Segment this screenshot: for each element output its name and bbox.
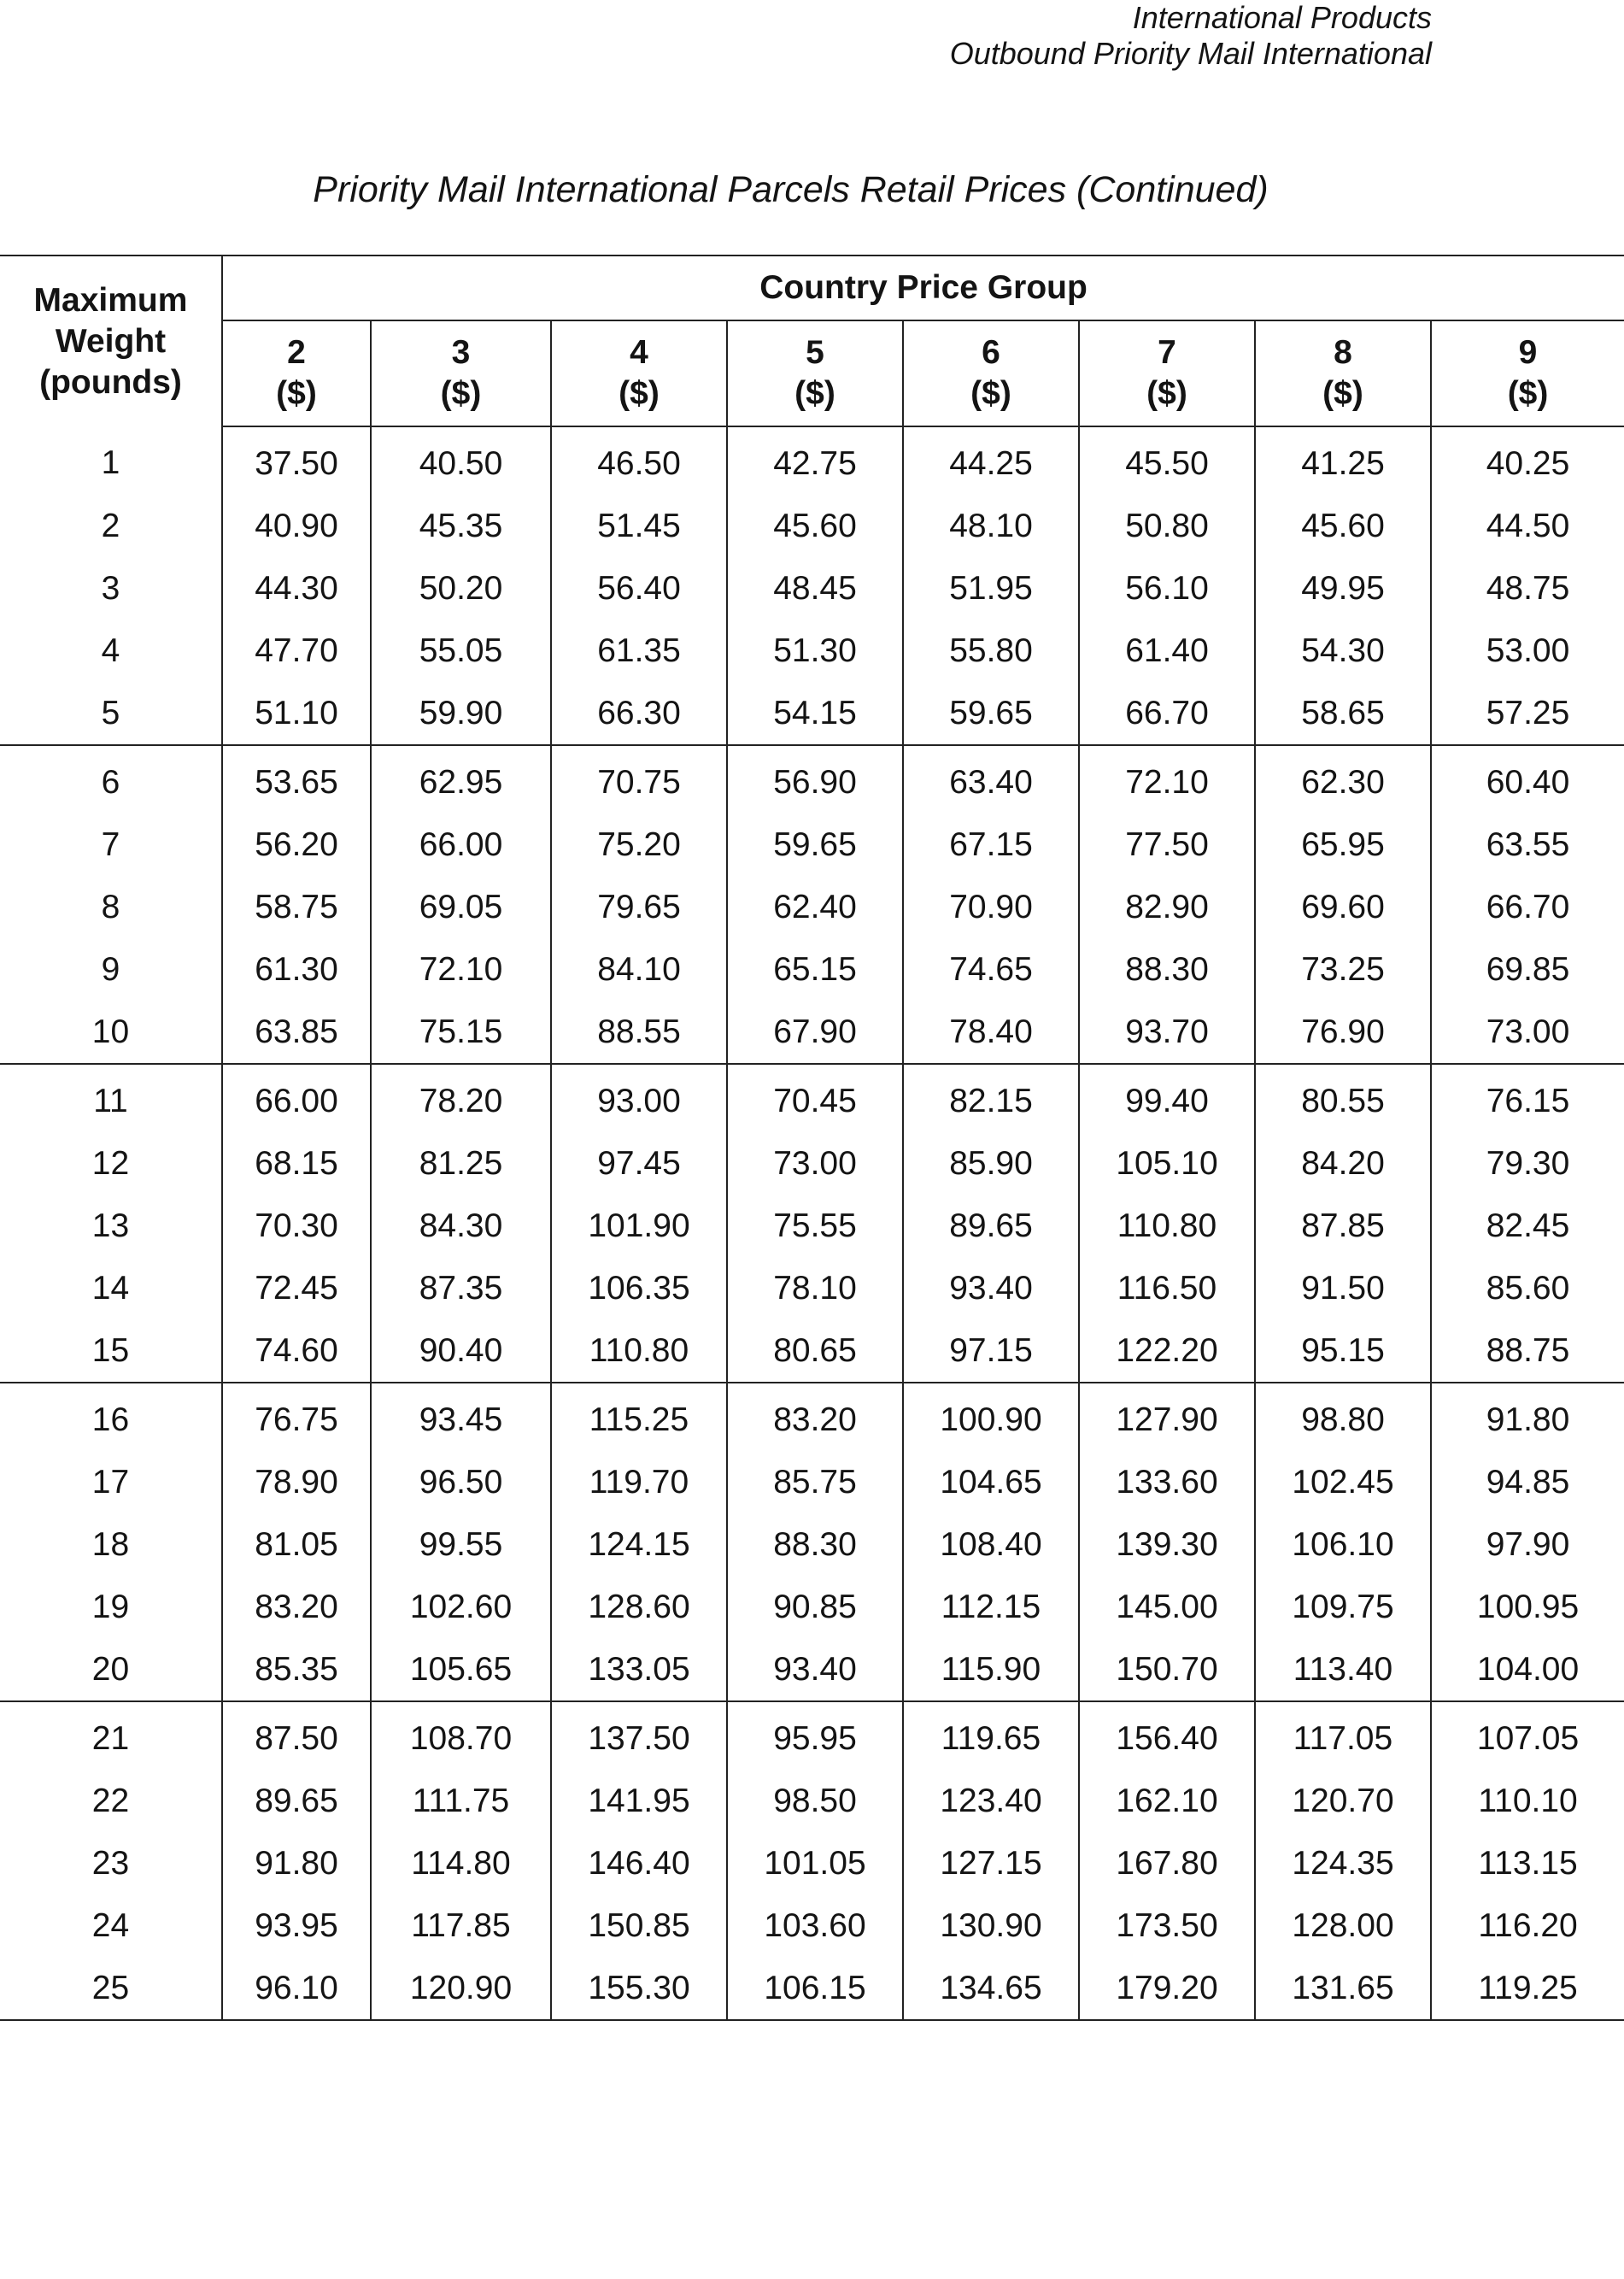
price-cell: 76.90 (1255, 1001, 1431, 1064)
table-row (0, 1638, 1624, 1701)
price-group-number: 7 (1158, 334, 1176, 371)
price-cell: 128.60 (551, 1576, 727, 1638)
price-group-9-header (1431, 320, 1624, 426)
price-cell: 97.90 (1486, 1525, 1570, 1563)
weight-cell: 9 (0, 938, 222, 1001)
price-cell: 56.40 (551, 557, 727, 620)
price-cell: 139.30 (1079, 1513, 1255, 1576)
price-cell: 85.90 (903, 1132, 1079, 1195)
weight-cell: 25 (0, 1957, 222, 2020)
table-row (0, 1195, 1624, 1257)
price-cell: 124.35 (1255, 1832, 1431, 1894)
price-cell: 69.60 (1255, 876, 1431, 938)
price-cell: 116.50 (1079, 1257, 1255, 1319)
price-group-8-header (1255, 320, 1431, 426)
weight-cell: 10 (0, 1001, 222, 1064)
weight-cell: 14 (0, 1257, 222, 1319)
price-cell: 82.45 (1486, 1207, 1570, 1244)
running-header (950, 0, 1432, 72)
price-group-unit: ($) (1322, 375, 1363, 412)
price-cell: 104.00 (1431, 1638, 1624, 1701)
price-cell: 85.35 (222, 1638, 371, 1701)
price-cell: 82.90 (1079, 876, 1255, 938)
price-cell: 88.75 (1431, 1319, 1624, 1383)
price-cell: 90.40 (371, 1319, 551, 1383)
price-cell: 65.15 (727, 938, 903, 1001)
table-row (0, 1383, 1624, 1451)
price-cell: 84.20 (1255, 1132, 1431, 1195)
weight-cell: 1 (0, 426, 222, 495)
price-cell: 40.90 (222, 495, 371, 557)
weight-header-line: (pounds) (39, 363, 182, 401)
price-cell: 53.00 (1486, 631, 1570, 669)
weight-cell: 7 (0, 814, 222, 876)
price-group-unit: ($) (1507, 375, 1549, 412)
price-group-number: 2 (287, 334, 306, 371)
price-cell: 50.80 (1079, 495, 1255, 557)
price-cell: 76.15 (1486, 1082, 1570, 1119)
price-cell: 108.70 (371, 1701, 551, 1770)
price-cell: 85.75 (727, 1451, 903, 1513)
price-cell: 72.10 (1079, 745, 1255, 814)
price-cell: 37.50 (222, 426, 371, 495)
table-row (0, 620, 1624, 682)
price-cell: 73.25 (1255, 938, 1431, 1001)
price-cell: 57.25 (1431, 682, 1624, 745)
price-cell: 101.90 (551, 1195, 727, 1257)
price-group-number: 4 (630, 334, 648, 371)
price-cell: 96.50 (371, 1451, 551, 1513)
price-cell: 113.40 (1255, 1638, 1431, 1701)
price-cell: 73.00 (1431, 1001, 1624, 1064)
price-cell: 85.60 (1486, 1269, 1570, 1307)
weight-cell: 13 (0, 1195, 222, 1257)
page-title: Priority Mail International Parcels Retail Prices (Continued) (313, 169, 1269, 210)
price-cell: 46.50 (551, 426, 727, 495)
weight-cell: 11 (0, 1064, 222, 1132)
price-cell: 150.85 (551, 1894, 727, 1957)
price-cell: 53.65 (222, 745, 371, 814)
price-cell: 47.70 (222, 620, 371, 682)
price-cell: 98.80 (1255, 1383, 1431, 1451)
price-cell: 134.65 (903, 1957, 1079, 2020)
weight-column-header (0, 256, 222, 426)
price-cell: 58.65 (1255, 682, 1431, 745)
price-cell: 110.10 (1478, 1782, 1578, 1819)
price-cell: 98.50 (727, 1770, 903, 1832)
price-cell: 110.80 (1079, 1195, 1255, 1257)
price-cell: 82.15 (903, 1064, 1079, 1132)
price-cell: 128.00 (1255, 1894, 1431, 1957)
price-cell: 96.10 (222, 1957, 371, 2020)
price-group-7-header (1079, 320, 1255, 426)
price-cell: 133.05 (551, 1638, 727, 1701)
table-row (0, 1576, 1624, 1638)
price-cell: 77.50 (1079, 814, 1255, 876)
price-cell: 115.90 (903, 1638, 1079, 1701)
price-cell: 45.60 (727, 495, 903, 557)
price-cell: 130.90 (903, 1894, 1079, 1957)
table-row (0, 1832, 1624, 1894)
price-cell: 62.95 (371, 745, 551, 814)
price-cell: 106.35 (551, 1257, 727, 1319)
weight-cell: 23 (0, 1832, 222, 1894)
price-cell: 115.25 (551, 1383, 727, 1451)
price-cell: 61.40 (1079, 620, 1255, 682)
price-cell: 105.65 (371, 1638, 551, 1701)
price-cell: 93.70 (1079, 1001, 1255, 1064)
weight-cell: 18 (0, 1513, 222, 1576)
price-cell: 51.30 (727, 620, 903, 682)
price-cell: 111.75 (371, 1770, 551, 1832)
price-cell: 79.65 (551, 876, 727, 938)
price-cell: 41.25 (1255, 426, 1431, 495)
price-cell: 59.65 (903, 682, 1079, 745)
price-cell: 54.15 (727, 682, 903, 745)
price-cell: 90.85 (727, 1576, 903, 1638)
weight-cell: 8 (0, 876, 222, 938)
price-cell: 67.15 (903, 814, 1079, 876)
price-cell: 59.65 (727, 814, 903, 876)
country-price-group-header: Country Price Group (222, 256, 1624, 320)
price-cell: 100.95 (1476, 1588, 1580, 1625)
price-cell: 48.10 (903, 495, 1079, 557)
price-cell: 60.40 (1486, 763, 1570, 801)
price-cell: 146.40 (551, 1832, 727, 1894)
weight-cell: 17 (0, 1451, 222, 1513)
table-row (0, 1957, 1624, 2020)
weight-cell: 22 (0, 1770, 222, 1832)
price-cell: 104.65 (903, 1451, 1079, 1513)
price-cell: 78.10 (727, 1257, 903, 1319)
price-cell: 55.05 (371, 620, 551, 682)
price-cell: 133.60 (1079, 1451, 1255, 1513)
table-row (0, 1132, 1624, 1195)
price-cell: 66.00 (371, 814, 551, 876)
price-cell: 87.35 (371, 1257, 551, 1319)
price-cell: 78.40 (903, 1001, 1079, 1064)
table-row (0, 938, 1624, 1001)
price-cell: 74.60 (222, 1319, 371, 1383)
table-row (0, 1257, 1624, 1319)
price-cell: 87.50 (222, 1701, 371, 1770)
price-cell: 117.85 (371, 1894, 551, 1957)
table-row (0, 1319, 1624, 1383)
table-row (0, 1894, 1624, 1957)
price-cell: 127.90 (1079, 1383, 1255, 1451)
price-group-3-header (371, 320, 551, 426)
price-cell: 42.75 (727, 426, 903, 495)
price-cell: 66.00 (222, 1064, 371, 1132)
price-cell: 58.75 (222, 876, 371, 938)
price-cell: 56.20 (222, 814, 371, 876)
price-cell: 93.40 (903, 1257, 1079, 1319)
price-cell: 88.30 (727, 1513, 903, 1576)
table-row (0, 1513, 1624, 1576)
price-cell: 65.95 (1255, 814, 1431, 876)
price-cell: 76.75 (222, 1383, 371, 1451)
price-cell: 93.95 (222, 1894, 371, 1957)
weight-cell: 16 (0, 1383, 222, 1451)
price-group-number: 3 (451, 334, 471, 371)
price-cell: 45.60 (1255, 495, 1431, 557)
table-row (0, 1064, 1624, 1132)
price-cell: 124.15 (551, 1513, 727, 1576)
price-cell: 62.30 (1255, 745, 1431, 814)
price-cell: 106.10 (1255, 1513, 1431, 1576)
table-row (0, 1701, 1624, 1770)
price-cell: 99.55 (371, 1513, 551, 1576)
weight-cell: 21 (0, 1701, 222, 1770)
price-cell: 122.20 (1079, 1319, 1255, 1383)
price-cell: 109.75 (1255, 1576, 1431, 1638)
price-cell: 127.15 (903, 1832, 1079, 1894)
price-cell: 51.45 (551, 495, 727, 557)
price-cell: 79.30 (1486, 1144, 1570, 1182)
price-cell: 44.30 (222, 557, 371, 620)
price-group-unit: ($) (794, 375, 835, 412)
price-cell: 81.05 (222, 1513, 371, 1576)
price-cell: 66.30 (551, 682, 727, 745)
weight-cell: 4 (0, 620, 222, 682)
table-row (0, 682, 1624, 745)
price-cell: 66.70 (1079, 682, 1255, 745)
price-cell: 70.75 (551, 745, 727, 814)
running-header-line-2: Outbound Priority Mail International (949, 36, 1432, 71)
price-cell: 61.30 (222, 938, 371, 1001)
price-cell: 94.85 (1486, 1463, 1570, 1501)
price-cell: 120.90 (371, 1957, 551, 2020)
price-group-unit: ($) (1146, 375, 1187, 412)
price-cell: 117.05 (1255, 1701, 1431, 1770)
price-group-unit: ($) (970, 375, 1011, 412)
weight-cell: 15 (0, 1319, 222, 1383)
price-cell: 78.20 (371, 1064, 551, 1132)
price-cell: 44.50 (1486, 507, 1570, 544)
price-cell: 40.25 (1486, 444, 1570, 482)
price-cell: 119.25 (1431, 1957, 1624, 2020)
weight-cell: 12 (0, 1132, 222, 1195)
price-cell: 106.15 (727, 1957, 903, 2020)
price-cell: 116.20 (1478, 1906, 1578, 1944)
weight-cell: 20 (0, 1638, 222, 1701)
table-row (0, 495, 1624, 557)
price-cell: 150.70 (1079, 1638, 1255, 1701)
price-cell: 74.65 (903, 938, 1079, 1001)
price-cell: 70.30 (222, 1195, 371, 1257)
price-cell: 179.20 (1079, 1957, 1255, 2020)
price-cell: 63.40 (903, 745, 1079, 814)
price-cell: 107.05 (1476, 1719, 1580, 1757)
price-cell: 80.65 (727, 1319, 903, 1383)
price-cell: 69.85 (1486, 950, 1570, 988)
price-group-number: 8 (1334, 334, 1352, 371)
price-group-2-header (222, 320, 371, 426)
table-body (0, 426, 1624, 2020)
price-cell: 88.30 (1079, 938, 1255, 1001)
price-cell: 63.55 (1486, 825, 1570, 863)
table-row (0, 745, 1624, 814)
price-cell: 49.95 (1255, 557, 1431, 620)
price-cell: 59.90 (371, 682, 551, 745)
price-cell: 48.75 (1486, 569, 1570, 607)
price-cell: 48.45 (727, 557, 903, 620)
price-cell: 88.55 (551, 1001, 727, 1064)
price-cell: 95.95 (727, 1701, 903, 1770)
price-cell: 87.85 (1255, 1195, 1431, 1257)
price-cell: 56.10 (1079, 557, 1255, 620)
price-cell: 54.30 (1255, 620, 1431, 682)
price-cell: 67.90 (727, 1001, 903, 1064)
price-cell: 123.40 (903, 1770, 1079, 1832)
price-cell: 155.30 (551, 1957, 727, 2020)
price-cell: 114.80 (371, 1832, 551, 1894)
price-cell: 45.35 (371, 495, 551, 557)
price-cell: 103.60 (727, 1894, 903, 1957)
price-group-unit: ($) (619, 375, 660, 412)
price-cell: 62.40 (727, 876, 903, 938)
price-cell: 89.65 (903, 1195, 1079, 1257)
price-cell: 84.10 (551, 938, 727, 1001)
price-cell: 80.55 (1255, 1064, 1431, 1132)
weight-cell: 2 (0, 495, 222, 557)
price-cell: 119.70 (551, 1451, 727, 1513)
price-group-header-row (0, 320, 1624, 426)
price-cell: 102.45 (1255, 1451, 1431, 1513)
table-row (0, 1001, 1624, 1064)
price-cell: 131.65 (1255, 1957, 1431, 2020)
table-row (0, 876, 1624, 938)
price-cell: 93.45 (371, 1383, 551, 1451)
price-cell: 50.20 (371, 557, 551, 620)
price-cell: 119.65 (903, 1701, 1079, 1770)
weight-cell: 5 (0, 682, 222, 745)
price-cell: 162.10 (1079, 1770, 1255, 1832)
table-row (0, 557, 1624, 620)
price-cell: 69.05 (371, 876, 551, 938)
price-cell: 93.40 (727, 1638, 903, 1701)
price-cell: 110.80 (551, 1319, 727, 1383)
price-group-unit: ($) (440, 375, 482, 412)
table-row (0, 426, 1624, 495)
price-cell: 51.10 (222, 682, 371, 745)
price-cell: 105.10 (1079, 1132, 1255, 1195)
weight-cell: 24 (0, 1894, 222, 1957)
price-cell: 72.10 (371, 938, 551, 1001)
price-cell: 97.45 (551, 1132, 727, 1195)
price-cell: 173.50 (1079, 1894, 1255, 1957)
price-group-4-header (551, 320, 727, 426)
price-cell: 83.20 (727, 1383, 903, 1451)
price-cell: 84.30 (371, 1195, 551, 1257)
price-cell: 83.20 (222, 1576, 371, 1638)
price-cell: 66.70 (1486, 888, 1570, 925)
table-row (0, 1770, 1624, 1832)
price-cell: 75.55 (727, 1195, 903, 1257)
price-cell: 63.85 (222, 1001, 371, 1064)
table-header (0, 256, 1624, 426)
price-cell: 99.40 (1079, 1064, 1255, 1132)
price-cell: 113.15 (1478, 1844, 1578, 1882)
price-cell: 120.70 (1255, 1770, 1431, 1832)
price-cell: 70.90 (903, 876, 1079, 938)
price-group-unit: ($) (276, 375, 317, 412)
price-cell: 40.50 (371, 426, 551, 495)
price-cell: 70.45 (727, 1064, 903, 1132)
price-cell: 91.80 (1486, 1401, 1570, 1438)
price-cell: 91.80 (222, 1832, 371, 1894)
price-cell: 167.80 (1079, 1832, 1255, 1894)
price-cell: 44.25 (903, 426, 1079, 495)
running-header-line-1: International Products (1132, 0, 1432, 35)
price-group-number: 9 (1518, 334, 1538, 371)
price-cell: 78.90 (222, 1451, 371, 1513)
price-group-number: 5 (806, 334, 824, 371)
price-cell: 141.95 (551, 1770, 727, 1832)
price-cell: 75.15 (371, 1001, 551, 1064)
table-row (0, 1451, 1624, 1513)
table-row (0, 814, 1624, 876)
price-cell: 102.60 (371, 1576, 551, 1638)
price-cell: 81.25 (371, 1132, 551, 1195)
price-group-6-header (903, 320, 1079, 426)
price-group-5-header (727, 320, 903, 426)
price-cell: 108.40 (903, 1513, 1079, 1576)
price-cell: 97.15 (903, 1319, 1079, 1383)
price-cell: 89.65 (222, 1770, 371, 1832)
price-cell: 145.00 (1079, 1576, 1255, 1638)
price-cell: 73.00 (727, 1132, 903, 1195)
price-cell: 61.35 (551, 620, 727, 682)
price-cell: 75.20 (551, 814, 727, 876)
price-cell: 137.50 (551, 1701, 727, 1770)
weight-header-line: Maximum (33, 281, 188, 319)
weight-header-line: Weight (55, 322, 167, 360)
price-cell: 51.95 (903, 557, 1079, 620)
price-cell: 68.15 (222, 1132, 371, 1195)
price-cell: 95.15 (1255, 1319, 1431, 1383)
price-cell: 100.90 (903, 1383, 1079, 1451)
price-cell: 101.05 (727, 1832, 903, 1894)
weight-cell: 6 (0, 745, 222, 814)
price-cell: 93.00 (551, 1064, 727, 1132)
price-cell: 112.15 (903, 1576, 1079, 1638)
price-table (0, 255, 1624, 2021)
price-cell: 45.50 (1079, 426, 1255, 495)
price-group-number: 6 (982, 334, 1000, 371)
weight-cell: 3 (0, 557, 222, 620)
price-cell: 55.80 (903, 620, 1079, 682)
price-cell: 91.50 (1255, 1257, 1431, 1319)
price-cell: 156.40 (1079, 1701, 1255, 1770)
weight-cell: 19 (0, 1576, 222, 1638)
price-cell: 72.45 (222, 1257, 371, 1319)
price-cell: 56.90 (727, 745, 903, 814)
